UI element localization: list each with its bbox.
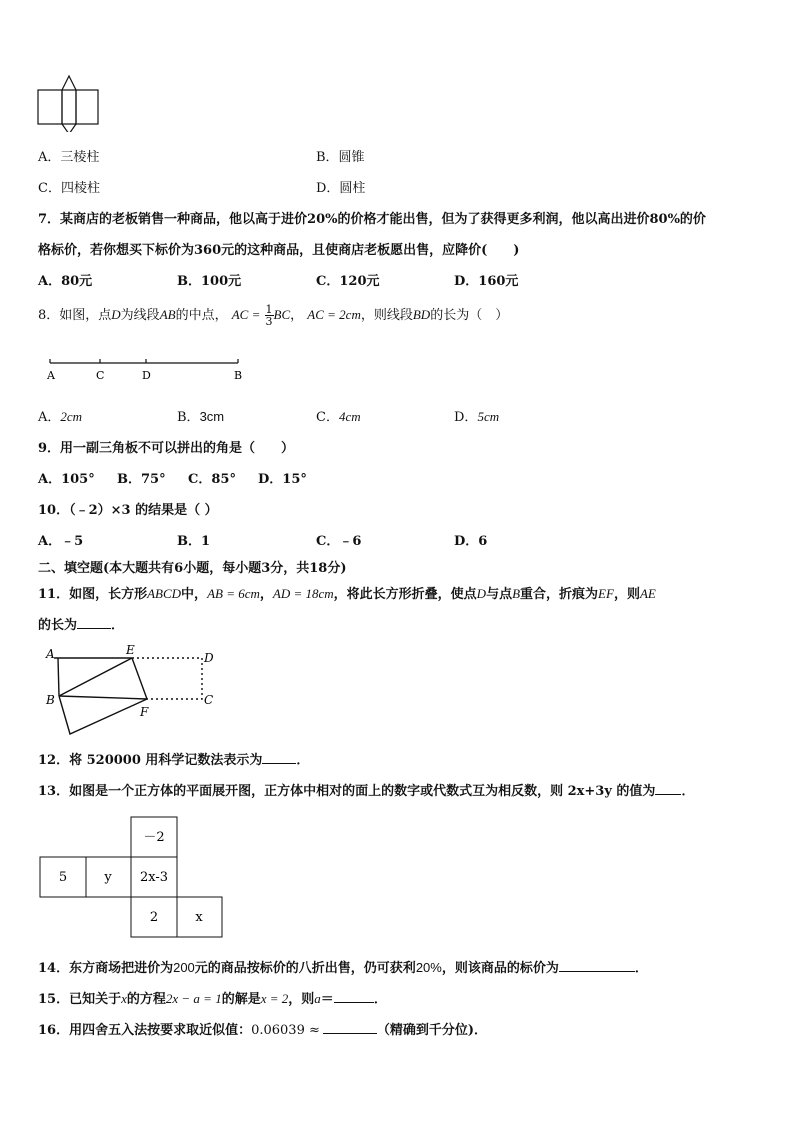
q15-p1: 15．已知关于	[38, 992, 122, 1007]
q10-option-a[interactable]: A．﹣5	[38, 534, 84, 549]
q11-fold-diagram	[42, 642, 222, 742]
q10-stem: 10．（﹣2）×3 的结果是（ ）	[38, 503, 218, 518]
q16-p2: （精确到千分位)．	[376, 1023, 488, 1038]
q14-p2: 元的商品按标价的八折出售，仍可获利	[194, 961, 416, 976]
q15-equation: 2x − a = 1	[165, 991, 222, 1006]
q8-prefix: 8．如图，点	[38, 308, 112, 323]
q8-point-d: D	[111, 307, 121, 322]
q11-label-e: E	[126, 643, 135, 657]
q7-stem-line2: 格标价，若你想买下标价为360元的这种商品，且使商店老板愿出售，应降价( )	[38, 243, 520, 258]
q11-label-d: D	[204, 651, 214, 665]
q11-end: ．	[111, 618, 125, 633]
prism-net-figure	[37, 74, 101, 132]
q8-label-a: A	[47, 369, 55, 382]
q8-option-a-prefix: A．	[38, 410, 61, 425]
q16-p1: 16．用四舍五入法按要求取近似值：	[38, 1023, 252, 1038]
q8-option-c[interactable]	[316, 406, 361, 425]
q16-answer-blank[interactable]	[323, 1021, 377, 1034]
q13-stem	[38, 780, 694, 799]
q12-stem	[38, 749, 309, 768]
q6-option-d[interactable]: D．圆柱	[316, 181, 366, 196]
q11-ab-length: AB = 6cm	[207, 586, 260, 601]
q11-label-a: A	[46, 647, 55, 661]
q13-cell-2: y	[104, 870, 112, 885]
q8-segment-bd: BD	[412, 307, 431, 322]
q8-label-b: B	[234, 369, 243, 382]
q8-option-c-value: 4cm	[338, 409, 361, 424]
q12-text: 12．将 520000 用科学记数法表示为	[38, 753, 263, 768]
q8-fraction	[265, 304, 274, 327]
q8-option-c-prefix: C．	[316, 410, 339, 425]
q8-label-d: D	[142, 369, 151, 382]
q15-p2: 的方程	[126, 992, 166, 1007]
q8-option-a-value: 2cm	[60, 409, 83, 424]
q6-option-a[interactable]: A．三棱柱	[38, 150, 100, 165]
q16-number: 0.06039 ≈	[251, 1023, 320, 1038]
q8-eq2: AC = 2cm	[307, 307, 361, 322]
q15-p3: 的解是	[221, 992, 261, 1007]
q8-eq1-right: BC	[273, 307, 291, 322]
q9-option-c[interactable]: C．85°	[188, 472, 236, 487]
q11-fold-ef: EF	[598, 586, 614, 601]
q14-cost-price: 200	[173, 960, 195, 975]
q11-label-b: B	[46, 693, 55, 707]
q15-p4: ，则	[288, 992, 315, 1007]
q8-end: 的长为（ ）	[430, 308, 509, 323]
q14-p3: ，则该商品的标价为	[441, 961, 559, 976]
q13-cube-net	[38, 815, 228, 940]
q9-stem: 9．用一副三角板不可以拼出的角是（ ）	[38, 441, 295, 456]
q11-stem-line1	[38, 583, 656, 602]
q9-option-b[interactable]: B．75°	[117, 472, 166, 487]
q11-p5: 与点	[486, 587, 513, 602]
q15-var-a: a	[314, 991, 321, 1006]
q7-option-d[interactable]: D．160元	[454, 274, 519, 289]
q10-option-d[interactable]: D．6	[454, 534, 488, 549]
q11-ad-length: AD = 18cm	[272, 586, 334, 601]
q7-option-c[interactable]: C．120元	[316, 274, 380, 289]
q13-cell-bottom-2: x	[195, 910, 203, 925]
q13-cell-bottom-1: 2	[149, 910, 159, 925]
q11-p6: 重合，折痕为	[520, 587, 599, 602]
q13-text: 13．如图是一个正方体的平面展开图，正方体中相对的面上的数字或代数式互为相反数，则 2x+3y 的值为	[38, 784, 656, 799]
q14-p1: 14．东方商场把进价为	[38, 961, 174, 976]
q11-line2-text: 的长为	[38, 618, 78, 633]
q8-option-b[interactable]	[177, 406, 224, 425]
q7-option-a[interactable]: A．80元	[38, 274, 93, 289]
q8-segment-diagram	[40, 355, 255, 385]
q8-option-d-prefix: D．	[454, 410, 478, 425]
q11-point-b: B	[512, 586, 521, 601]
q15-answer-blank[interactable]	[334, 990, 374, 1003]
q8-option-b-value: 3cm	[199, 409, 225, 424]
q8-mid2: 的中点，	[175, 308, 228, 323]
q15-var-x: x	[121, 991, 127, 1006]
q13-end: ．	[681, 784, 695, 799]
q8-tail: ，则线段	[360, 308, 413, 323]
section2-title: 二、填空题(本大题共有6小题，每小题3分，共18分)	[38, 561, 347, 576]
q14-answer-blank[interactable]	[559, 959, 635, 972]
q11-point-d: D	[476, 586, 487, 601]
q10-option-b[interactable]: B．1	[177, 534, 211, 549]
q10-option-c[interactable]: C．﹣6	[316, 534, 362, 549]
q13-cell-top: －2	[143, 830, 165, 845]
q8-segment-ab: AB	[159, 307, 176, 322]
q8-stem	[38, 302, 508, 329]
q14-profit-rate: 20%	[415, 960, 442, 975]
q12-end: ．	[296, 753, 310, 768]
q14-stem	[38, 957, 648, 976]
q13-answer-blank[interactable]	[655, 782, 681, 795]
q11-p7: ，则	[613, 587, 640, 602]
q13-cell-1: 5	[58, 870, 68, 885]
q11-p1: 11．如图，长方形	[38, 587, 148, 602]
q13-cell-3: 2x-3	[139, 870, 169, 885]
q8-frac-num: 1	[265, 303, 273, 316]
q8-option-d[interactable]	[454, 406, 499, 425]
q8-option-d-value: 5cm	[477, 409, 500, 424]
q8-frac-den: 3	[265, 315, 273, 328]
q6-option-c[interactable]: C．四棱柱	[38, 181, 100, 196]
q12-answer-blank[interactable]	[262, 751, 296, 764]
q8-label-c: C	[96, 369, 105, 382]
q7-option-b[interactable]: B．100元	[177, 274, 242, 289]
q8-sep: ，	[290, 308, 304, 323]
q11-segment-ae: AE	[639, 586, 656, 601]
q11-rect-abcd: ABCD	[147, 586, 182, 601]
q8-option-b-prefix: B．	[177, 410, 200, 425]
q14-end: ．	[634, 961, 648, 976]
q11-p3: ，	[259, 587, 273, 602]
q9-option-a[interactable]: A．105°	[38, 472, 95, 487]
q11-p4: ，将此长方形折叠，使点	[333, 587, 477, 602]
q8-eq1-left: AC =	[231, 307, 261, 322]
q16-stem	[38, 1019, 487, 1038]
q15-p5: ＝	[320, 992, 334, 1007]
q8-mid: 为线段	[120, 308, 160, 323]
q11-stem-line2	[38, 614, 124, 633]
q9-option-d[interactable]: D．15°	[258, 472, 307, 487]
q7-stem-line1: 7．某商店的老板销售一种商品，他以高于进价20%的价格才能出售，但为了获得更多利润，他以高出进价80%的价	[38, 212, 706, 227]
q15-solution: x = 2	[260, 991, 289, 1006]
q15-end: ．	[373, 992, 387, 1007]
q11-label-f: F	[140, 705, 149, 719]
q6-option-b[interactable]: B．圆锥	[316, 150, 365, 165]
q8-option-a[interactable]	[38, 406, 82, 425]
q11-p2: 中，	[181, 587, 208, 602]
q11-label-c: C	[204, 693, 214, 707]
q11-answer-blank[interactable]	[77, 616, 111, 629]
q15-stem	[38, 988, 387, 1007]
